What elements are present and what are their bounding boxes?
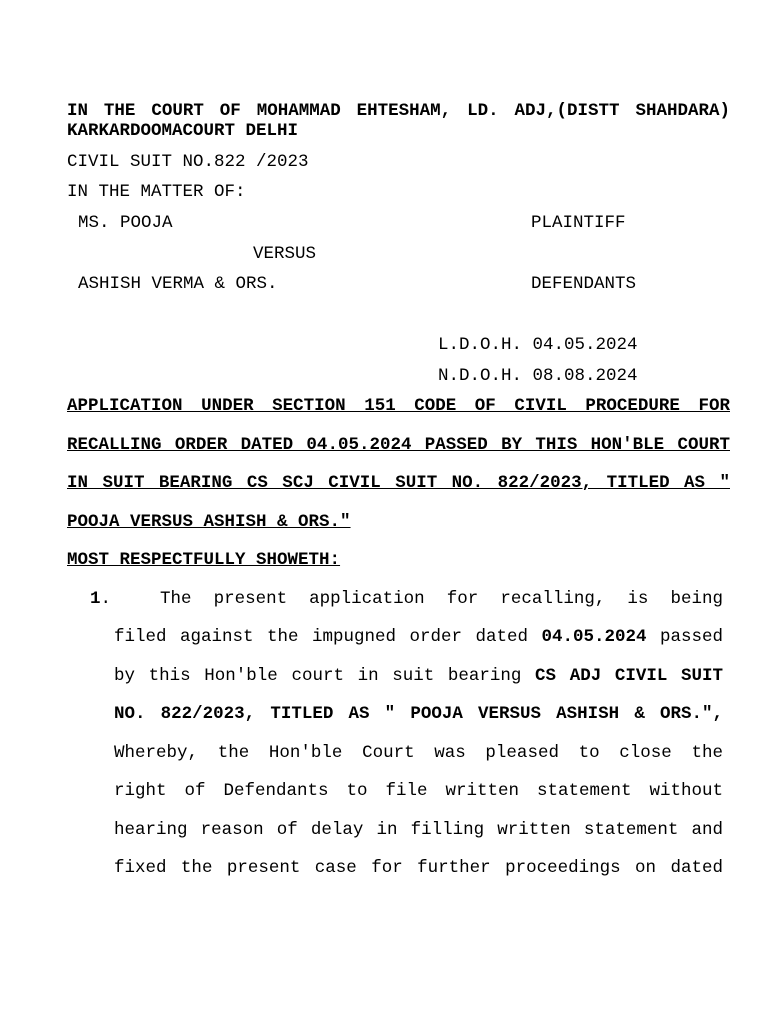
para1-line2 (114, 627, 723, 647)
plaintiff-role: PLAINTIFF (531, 213, 626, 233)
paragraph-number-dot: . (100, 589, 112, 609)
impugned-order-date: 04.05.2024 (541, 627, 647, 647)
defendant-name: ASHISH VERMA & ORS. (78, 274, 278, 294)
application-title-line4: POOJA VERSUS ASHISH & ORS." (67, 512, 351, 532)
application-title-line1: APPLICATION UNDER SECTION 151 CODE OF CIVIL PROCEDURE FOR (67, 396, 730, 416)
para1-line5: Whereby, the Hon'ble Court was pleased to close the (114, 743, 723, 763)
para1-line3-text: by this Hon'ble court in suit bearing (114, 666, 536, 686)
para1-line7: hearing reason of delay in filling written statement and (114, 820, 723, 840)
suit-number: CIVIL SUIT NO.822 /2023 (67, 152, 309, 172)
court-heading-line2: KARKARDOOMACOURT DELHI (67, 121, 299, 141)
suit-reference-bold: CS ADJ CIVIL SUIT (535, 666, 723, 686)
last-date-of-hearing: L.D.O.H. 04.05.2024 (438, 335, 638, 355)
next-date-of-hearing: N.D.O.H. 08.08.2024 (438, 366, 638, 386)
para1-line2-text: filed against the impugned order dated (114, 627, 542, 647)
para1-line1: The present application for recalling, is being (160, 589, 723, 609)
defendant-role: DEFENDANTS (531, 274, 637, 294)
para1-line3 (114, 666, 723, 686)
versus-label: VERSUS (253, 244, 317, 264)
application-title-line2: RECALLING ORDER DATED 04.05.2024 PASSED BY THIS HON'BLE COURT (67, 435, 730, 455)
court-heading-line1: IN THE COURT OF MOHAMMAD EHTESHAM, LD. ADJ,(DISTT SHAHDARA) (67, 101, 730, 121)
showeth-heading: MOST RESPECTFULLY SHOWETH: (67, 550, 341, 570)
para1-line2-tail: passed (646, 627, 723, 647)
paragraph-number-digit: 1 (90, 589, 101, 609)
para1-line6: right of Defendants to file written statement without (114, 781, 723, 801)
para1-line8: fixed the present case for further proceedings on dated (114, 858, 723, 878)
para1-line4: NO. 822/2023, TITLED AS " POOJA VERSUS ASHISH & ORS.", (114, 704, 723, 724)
plaintiff-name: MS. POOJA (78, 213, 173, 233)
paragraph-number (90, 589, 111, 609)
application-title-line3: IN SUIT BEARING CS SCJ CIVIL SUIT NO. 822/2023, TITLED AS " (67, 473, 730, 493)
matter-of-label: IN THE MATTER OF: (67, 182, 246, 202)
